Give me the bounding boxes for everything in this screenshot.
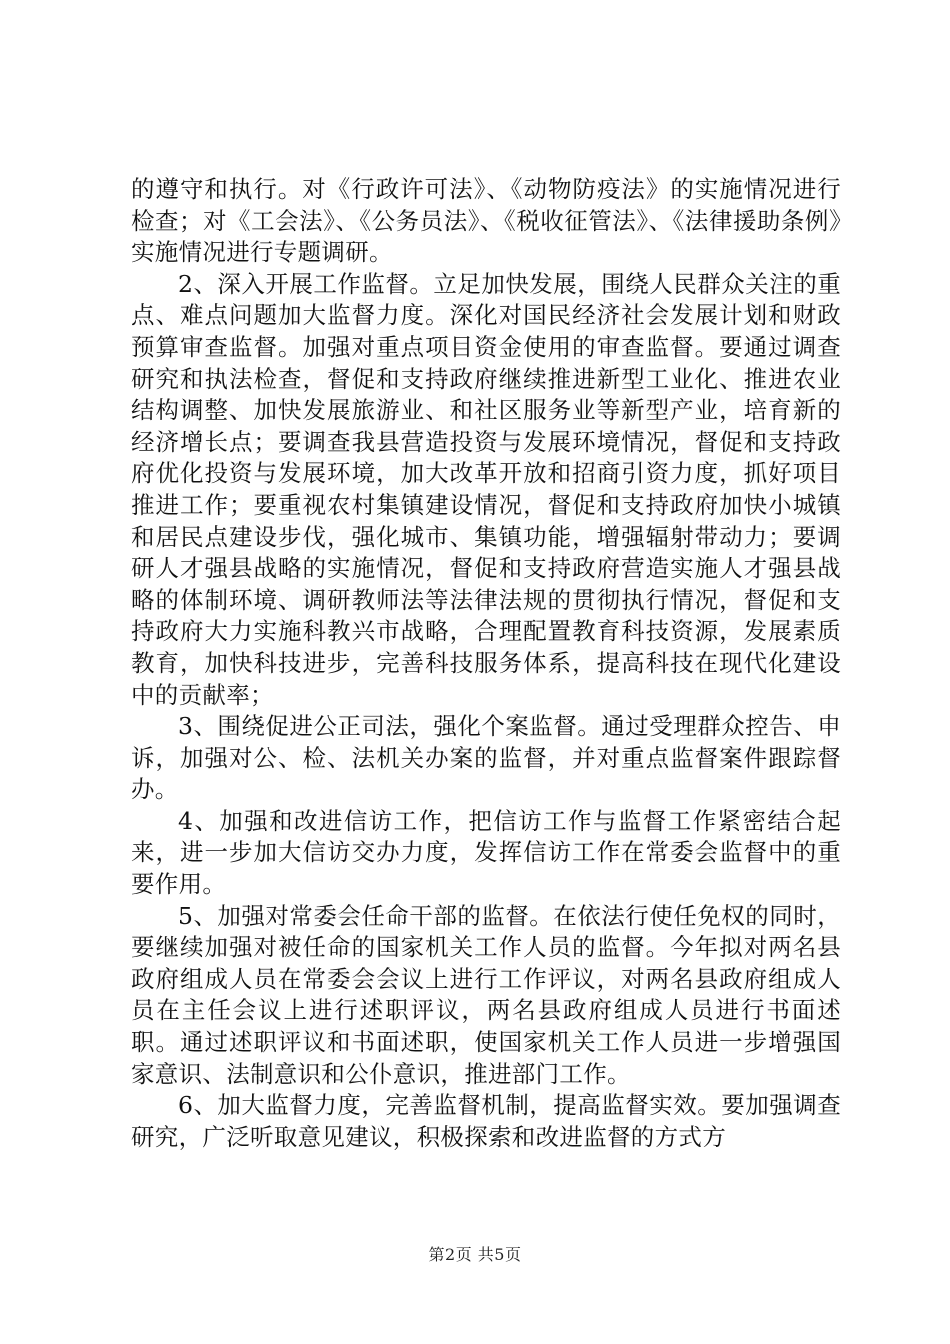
page-number-footer: 第2页 共5页 [428,1245,522,1264]
paragraph-item-5: 5、加强对常委会任命干部的监督。在依法行使任免权的同时，要继续加强对被任命的国家机关工作人员的监督。今年拟对两名县政府组成人员在常委会会议上进行工作评议，对两名县政府组成人员在主任会议上进行述职评议，两名县政府组成人员进行书面述职。通过述职评议和书面述职，使国家机关工作人员进一步增强国家意识、法制意识和公仆意识，推进部门工作。 [131,901,841,1088]
document-body [131,174,841,1153]
paragraph-item-3: 3、围绕促进公正司法，强化个案监督。通过受理群众控告、申诉，加强对公、检、法机关办案的监督，并对重点监督案件跟踪督办。 [131,712,841,804]
paragraph-item-4: 4、加强和改进信访工作，把信访工作与监督工作紧密结合起来，进一步加大信访交办力度，发挥信访工作在常委会监督中的重要作用。 [131,806,841,899]
paragraph-continuation: 的遵守和执行。对《行政许可法》、《动物防疫法》的实施情况进行检查；对《工会法》、《公务员法》、《税收征管法》、《法律援助条例》实施情况进行专题调研。 [131,175,841,267]
paragraph-item-2: 2、深入开展工作监督。立足加快发展，围绕人民群众关注的重点、难点问题加大监督力度。深化对国民经济社会发展计划和财政预算审查监督。加强对重点项目资金使用的审查监督。要通过调查研究和执法检查，督促和支持政府继续推进新型工业化、推进农业结构调整、加快发展旅游业、和社区服务业等新型产业，培育新的经济增长点；要调查我县营造投资与发展环境情况，督促和支持政府优化投资与发展环境，加大改革开放和招商引资力度，抓好项目推进工作；要重视农村集镇建设情况，督促和支持政府加快小城镇和居民点建设步伐，强化城市、集镇功能，增强辐射带动力；要调研人才强县战略的实施情况，督促和支持政府营造实施人才强县战略的体制环境、调研教师法等法律法规的贯彻执行情况，督促和支持政府大力实施科教兴市战略，合理配置教育科技资源，发展素质教育，加快科技进步，完善科技服务体系，提高科技在现代化建设中的贡献率； [131,269,841,709]
paragraph-item-6: 6、加大监督力度，完善监督机制，提高监督实效。要加强调查研究，广泛听取意见建议，积极探索和改进监督的方式方 [131,1091,841,1151]
